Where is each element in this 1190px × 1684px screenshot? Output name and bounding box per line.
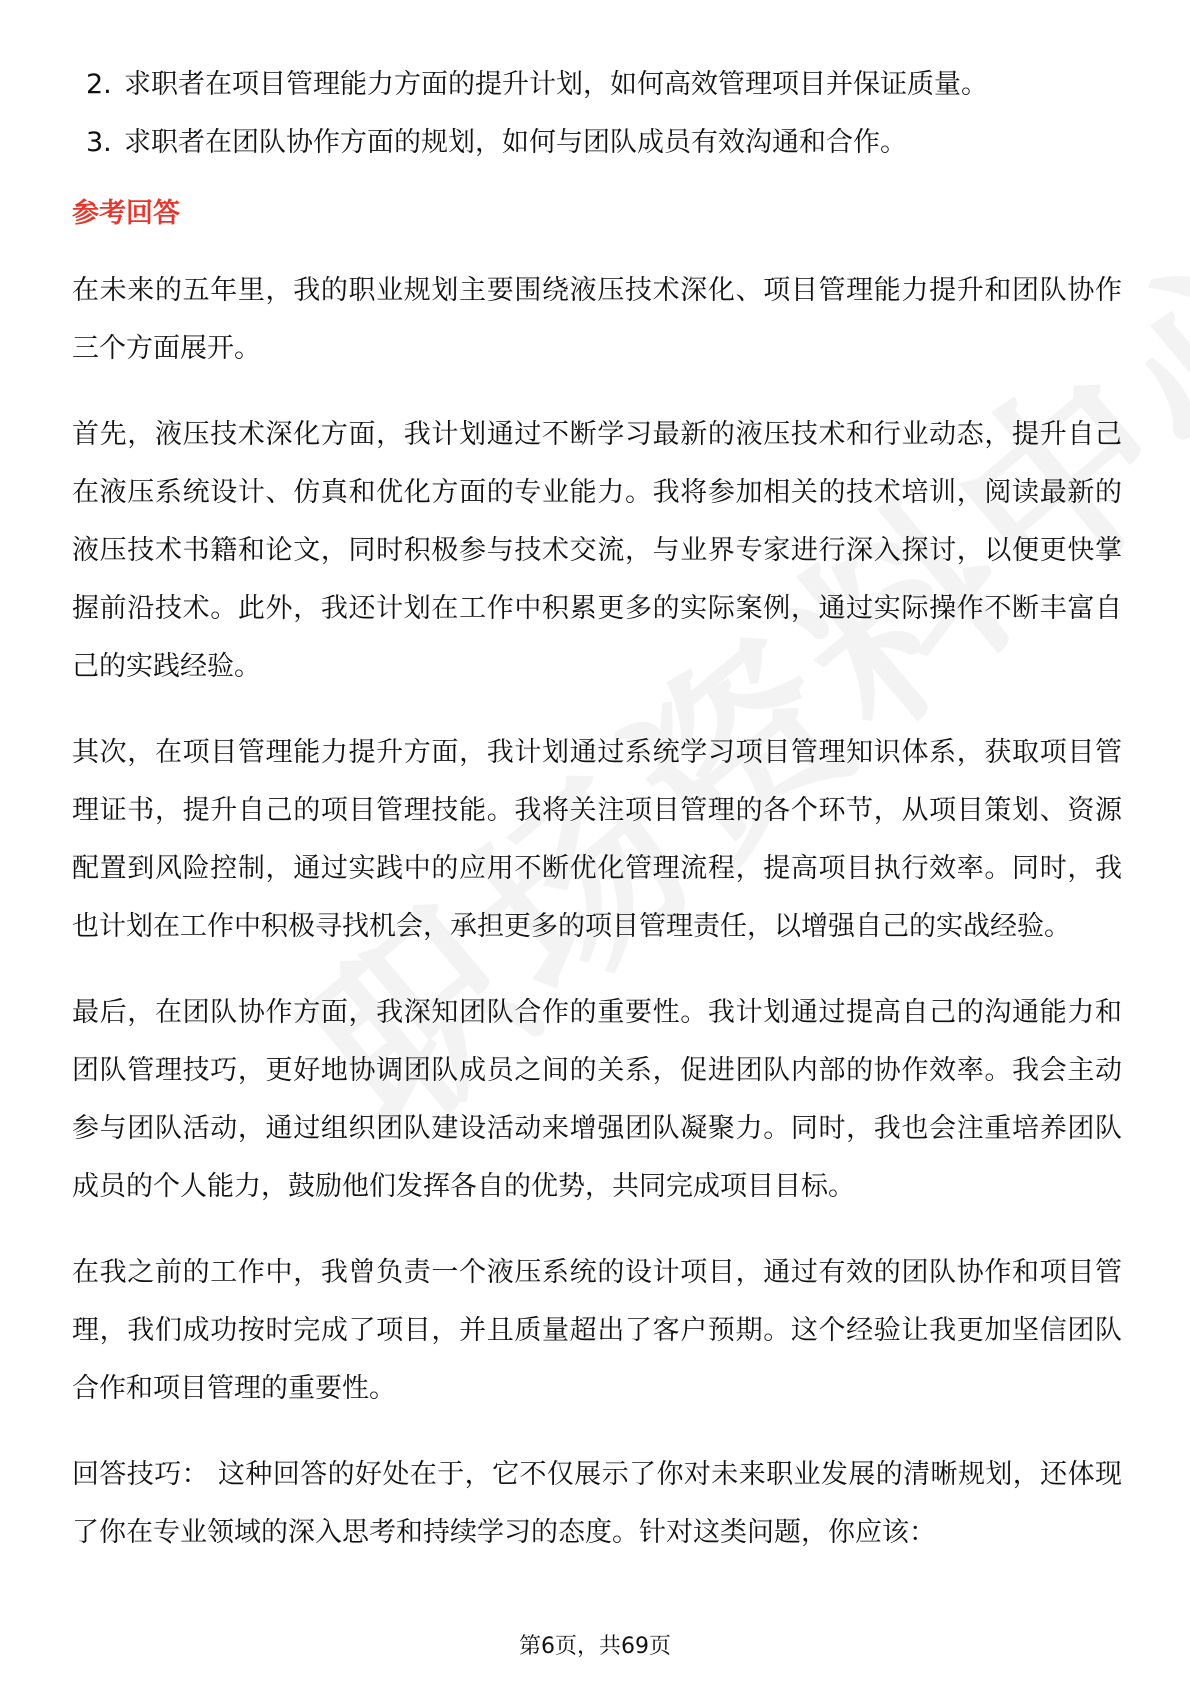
paragraph-tips: 回答技巧： 这种回答的好处在于，它不仅展示了你对未来职业发展的清晰规划，还体现了你在专业领域的深入思考和持续学习的态度。针对这类问题，你应该：	[72, 1459, 1122, 1548]
document-body	[72, 56, 1122, 1590]
answer-heading: 参考回答	[72, 198, 180, 229]
paragraph-technical: 首先，液压技术深化方面，我计划通过不断学习最新的液压技术和行业动态，提升自己在液压系统设计、仿真和优化方面的专业能力。我将参加相关的技术培训，阅读最新的液压技术书籍和论文，同时积极参与技术交流，与业界专家进行深入探讨，以便更快掌握前沿技术。此外，我还计划在工作中积累更多的实际案例，通过实际操作不断丰富自己的实践经验。	[72, 419, 1122, 682]
paragraph-project-management: 其次，在项目管理能力提升方面，我计划通过系统学习项目管理知识体系，获取项目管理证书，提升自己的项目管理技能。我将关注项目管理的各个环节，从项目策划、资源配置到风险控制，通过实践中的应用不断优化管理流程，提高项目执行效率。同时，我也计划在工作中积极寻找机会，承担更多的项目管理责任，以增强自己的实战经验。	[72, 737, 1122, 942]
paragraph-intro: 在未来的五年里，我的职业规划主要围绕液压技术深化、项目管理能力提升和团队协作三个方面展开。	[72, 275, 1122, 364]
list-number: 3.	[86, 127, 112, 158]
page-number: 第6页，共69页	[519, 1634, 671, 1659]
list-text: 求职者在项目管理能力方面的提升计划，如何高效管理项目并保证质量。	[124, 69, 988, 100]
list-item	[72, 114, 1122, 172]
paragraph-teamwork: 最后，在团队协作方面，我深知团队合作的重要性。我计划通过提高自己的沟通能力和团队管理技巧，更好地协调团队成员之间的关系，促进团队内部的协作效率。我会主动参与团队活动，通过组织团队建设活动来增强团队凝聚力。同时，我也会注重培养团队成员的个人能力，鼓励他们发挥各自的优势，共同完成项目目标。	[72, 997, 1122, 1202]
list-number: 2.	[86, 69, 112, 100]
list-text: 求职者在团队协作方面的规划，如何与团队成员有效沟通和合作。	[124, 127, 907, 158]
paragraph-experience: 在我之前的工作中，我曾负责一个液压系统的设计项目，通过有效的团队协作和项目管理，我们成功按时完成了项目，并且质量超出了客户预期。这个经验让我更加坚信团队合作和项目管理的重要性。	[72, 1257, 1122, 1404]
list-item	[72, 56, 1122, 114]
